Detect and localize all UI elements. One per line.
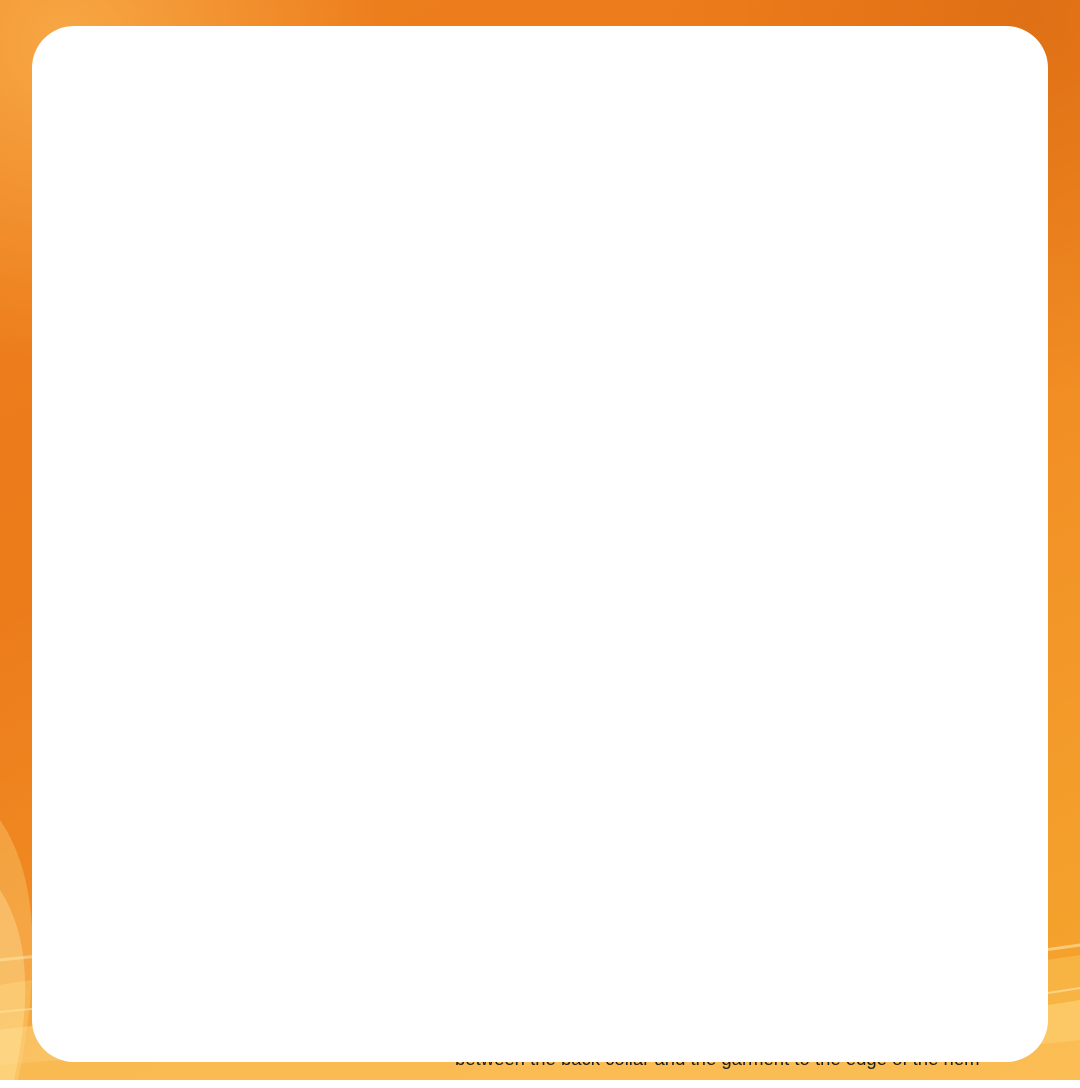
chart-card	[32, 26, 1048, 1062]
